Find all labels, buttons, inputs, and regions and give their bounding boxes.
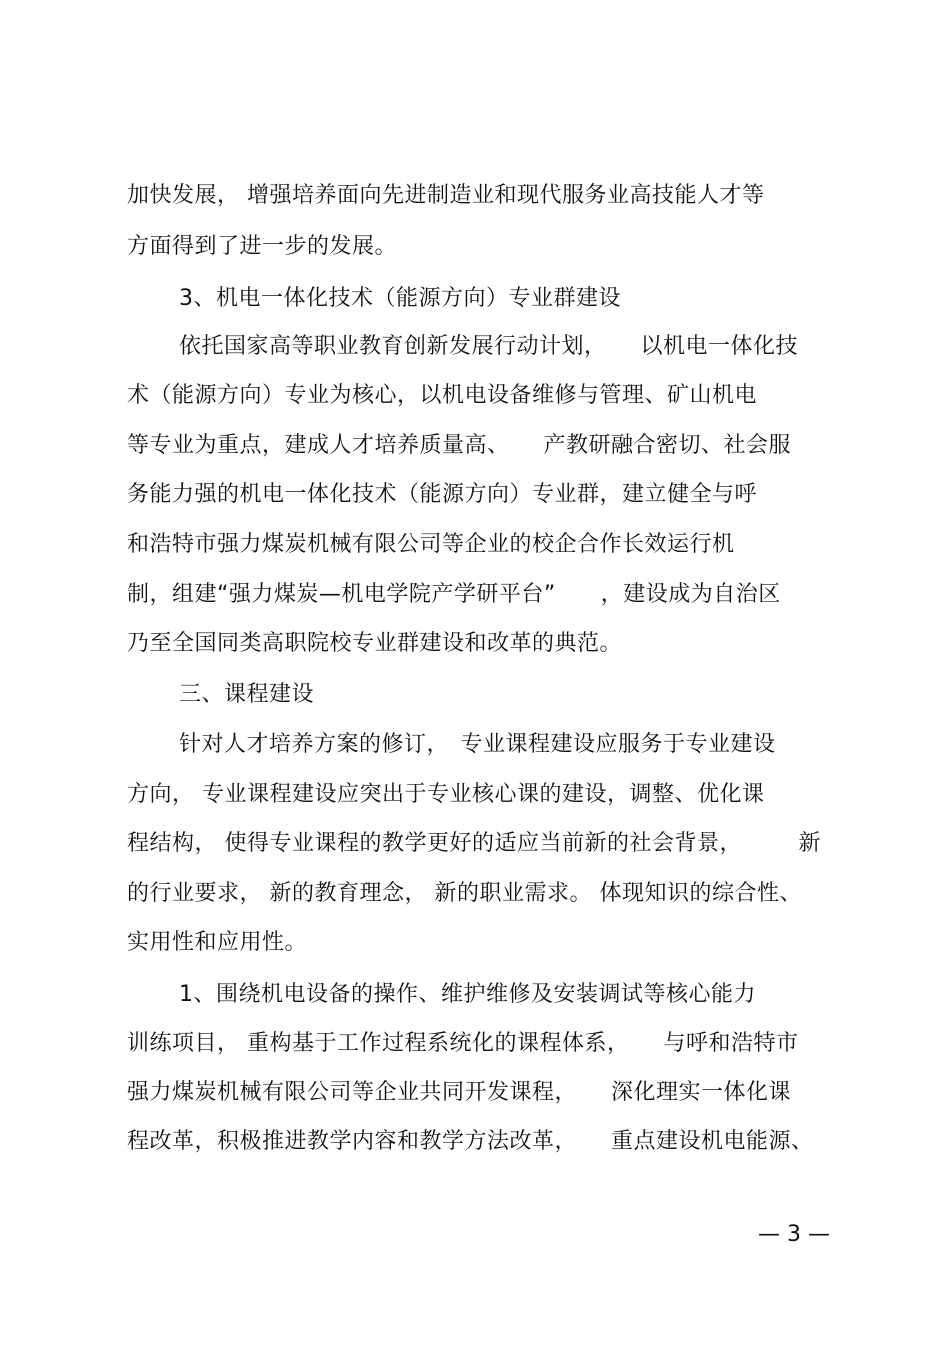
text-line-5: 术（能源方向）专业为核心，以机电设备维修与管理、矿山机电 [127,383,758,408]
text-line-7: 务能力强的机电一体化技术（能源方向）专业群，建立健全与呼 [127,482,758,507]
text-line-1: 加快发展， 增强培养面向先进制造业和现代服务业高技能人才等 [127,183,765,208]
text-line-4: 依托国家高等职业教育创新发展行动计划， 以机电一体化技 [179,334,799,359]
text-line-20: 程改革，积极推进教学内容和教学方法改革， 重点建设机电能源、 [127,1129,814,1154]
text-line-17: 1、围绕机电设备的操作、维护维修及安装调试等核心能力 [179,982,756,1007]
text-line-8: 和浩特市强力煤炭机械有限公司等企业的校企合作长效运行机 [127,532,735,557]
text-line-18: 训练项目， 重构基于工作过程系统化的课程体系， 与呼和浩特市 [127,1031,799,1056]
text-line-2: 方面得到了进一步的发展。 [127,234,398,259]
text-line-10: 乃至全国同类高职院校专业群建设和改革的典范。 [127,631,623,656]
text-line-14: 程结构， 使得专业课程的教学更好的适应当前新的社会背景， 新 [127,831,821,856]
section-heading-curriculum: 三、课程建设 [179,682,315,707]
text-line-6: 等专业为重点，建成人才培养质量高、 产教研融合密切、社会服 [127,433,792,458]
text-line-13: 方向， 专业课程建设应突出于专业核心课的建设，调整、优化课 [127,782,765,807]
text-line-19: 强力煤炭机械有限公司等企业共同开发课程， 深化理实一体化课 [127,1080,792,1105]
text-line-12: 针对人才培养方案的修订， 专业课程建设应服务于专业建设 [179,732,776,757]
text-line-16: 实用性和应用性。 [127,930,308,955]
page-number: — 3 — [758,1222,830,1247]
text-line-9: 制，组建“强力煤炭—机电学院产学研平台” ，建设成为自治区 [127,582,781,607]
text-line-15: 的行业要求， 新的教育理念， 新的职业需求。 体现知识的综合性、 [127,881,802,906]
section-heading-3: 3、机电一体化技术（能源方向）专业群建设 [179,286,621,311]
